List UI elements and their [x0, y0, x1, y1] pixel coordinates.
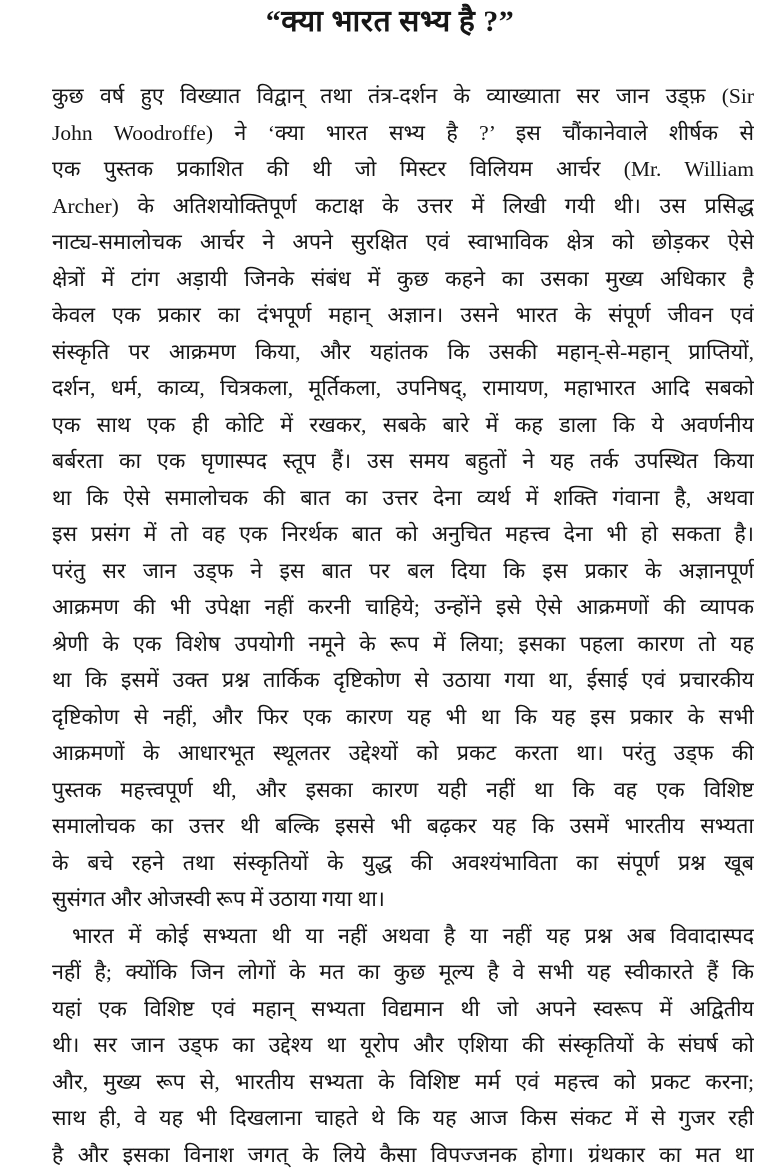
text-line: केवल एक प्रकार का दंभपूर्ण महान् अज्ञान। उसने भारत के संपूर्ण जीवन एवं: [52, 297, 754, 334]
paragraph: [52, 918, 754, 1173]
text-line: पुस्तक महत्त्वपूर्ण थी, और इसका कारण यही नहीं था कि वह एक विशिष्ट: [52, 772, 754, 809]
text-line: था कि इसमें उक्त प्रश्न तार्किक दृष्टिकोण से उठाया गया था, ईसाई एवं प्रचारकीय: [52, 662, 754, 699]
text-line: क्षेत्रों में टांग अड़ायी जिनके संबंध में कुछ कहने का उसका मुख्य अधिकार है: [52, 261, 754, 298]
text-line: यहां एक विशिष्ट एवं महान् सभ्यता विद्यमान थी जो अपने स्वरूप में अद्वितीय: [52, 991, 754, 1028]
text-line: संस्कृति पर आक्रमण किया, और यहांतक कि उसकी महान्-से-महान् प्राप्तियों,: [52, 334, 754, 371]
text-line: नाट्य-समालोचक आर्चर ने अपने सुरक्षित एवं स्वाभाविक क्षेत्र को छोड़कर ऐसे: [52, 224, 754, 261]
text-line: बर्बरता का एक घृणास्पद स्तूप हैं। उस समय बहुतों ने यह तर्क उपस्थित किया: [52, 443, 754, 480]
document-body: [52, 78, 754, 1173]
text-line: आक्रमण की भी उपेक्षा नहीं करनी चाहिये; उन्होंने इसे ऐसे आक्रमणों की व्यापक: [52, 589, 754, 626]
paragraph: [52, 78, 754, 918]
text-line: नहीं है; क्योंकि जिन लोगों के मत का कुछ मूल्य है वे सभी यह स्वीकारते हैं कि: [52, 954, 754, 991]
text-line: एक पुस्तक प्रकाशित की थी जो मिस्टर विलियम आर्चर (Mr. William: [52, 151, 754, 188]
text-line: श्रेणी के एक विशेष उपयोगी नमूने के रूप में लिया; इसका पहला कारण तो यह: [52, 626, 754, 663]
text-line: कुछ वर्ष हुए विख्यात विद्वान् तथा तंत्र-दर्शन के व्याख्याता सर जान उड्फ़ (Sir: [52, 78, 754, 115]
text-line: दर्शन, धर्म, काव्य, चित्रकला, मूर्तिकला, उपनिषद्, रामायण, महाभारत आदि सबको: [52, 370, 754, 407]
text-line: एक साथ एक ही कोटि में रखकर, सबके बारे में कह डाला कि ये अवर्णनीय: [52, 407, 754, 444]
text-line: के बचे रहने तथा संस्कृतियों के युद्ध की अवश्यंभाविता का संपूर्ण प्रश्न खूब: [52, 845, 754, 882]
text-line: समालोचक का उत्तर थी बल्कि इससे भी बढ़कर यह कि उसमें भारतीय सभ्यता: [52, 808, 754, 845]
text-line: John Woodroffe) ने ‘क्या भारत सभ्य है ?’ इस चौंकानेवाले शीर्षक से: [52, 115, 754, 152]
text-line: है और इसका विनाश जगत् के लिये कैसा विपज्जनक होगा। ग्रंथकार का मत था: [52, 1137, 754, 1173]
text-line: आक्रमणों के आधारभूत स्थूलतर उद्देश्यों को प्रकट करता था। परंतु उड्फ की: [52, 735, 754, 772]
chapter-title: “क्या भारत सभ्य है ?”: [0, 0, 780, 44]
text-line: दृष्टिकोण से नहीं, और फिर एक कारण यह भी था कि यह इस प्रकार के सभी: [52, 699, 754, 736]
text-line: भारत में कोई सभ्यता थी या नहीं अथवा है या नहीं यह प्रश्न अब विवादास्पद: [52, 918, 754, 955]
text-line: साथ ही, वे यह भी दिखलाना चाहते थे कि यह आज किस संकट में से गुजर रही: [52, 1100, 754, 1137]
text-line: इस प्रसंग में तो वह एक निरर्थक बात को अनुचित महत्त्व देना भी हो सकता है।: [52, 516, 754, 553]
text-line: सुसंगत और ओजस्वी रूप में उठाया गया था।: [52, 881, 754, 918]
text-line: और, मुख्य रूप से, भारतीय सभ्यता के विशिष्ट मर्म एवं महत्त्व को प्रकट करना;: [52, 1064, 754, 1101]
text-line: था कि ऐसे समालोचक की बात का उत्तर देना व्यर्थ में शक्ति गंवाना है, अथवा: [52, 480, 754, 517]
text-line: परंतु सर जान उड्फ ने इस बात पर बल दिया कि इस प्रकार के अज्ञानपूर्ण: [52, 553, 754, 590]
text-line: थी। सर जान उड्फ का उद्देश्य था यूरोप और एशिया की संस्कृतियों के संघर्ष को: [52, 1027, 754, 1064]
text-line: Archer) के अतिशयोक्तिपूर्ण कटाक्ष के उत्तर में लिखी गयी थी। उस प्रसिद्ध: [52, 188, 754, 225]
